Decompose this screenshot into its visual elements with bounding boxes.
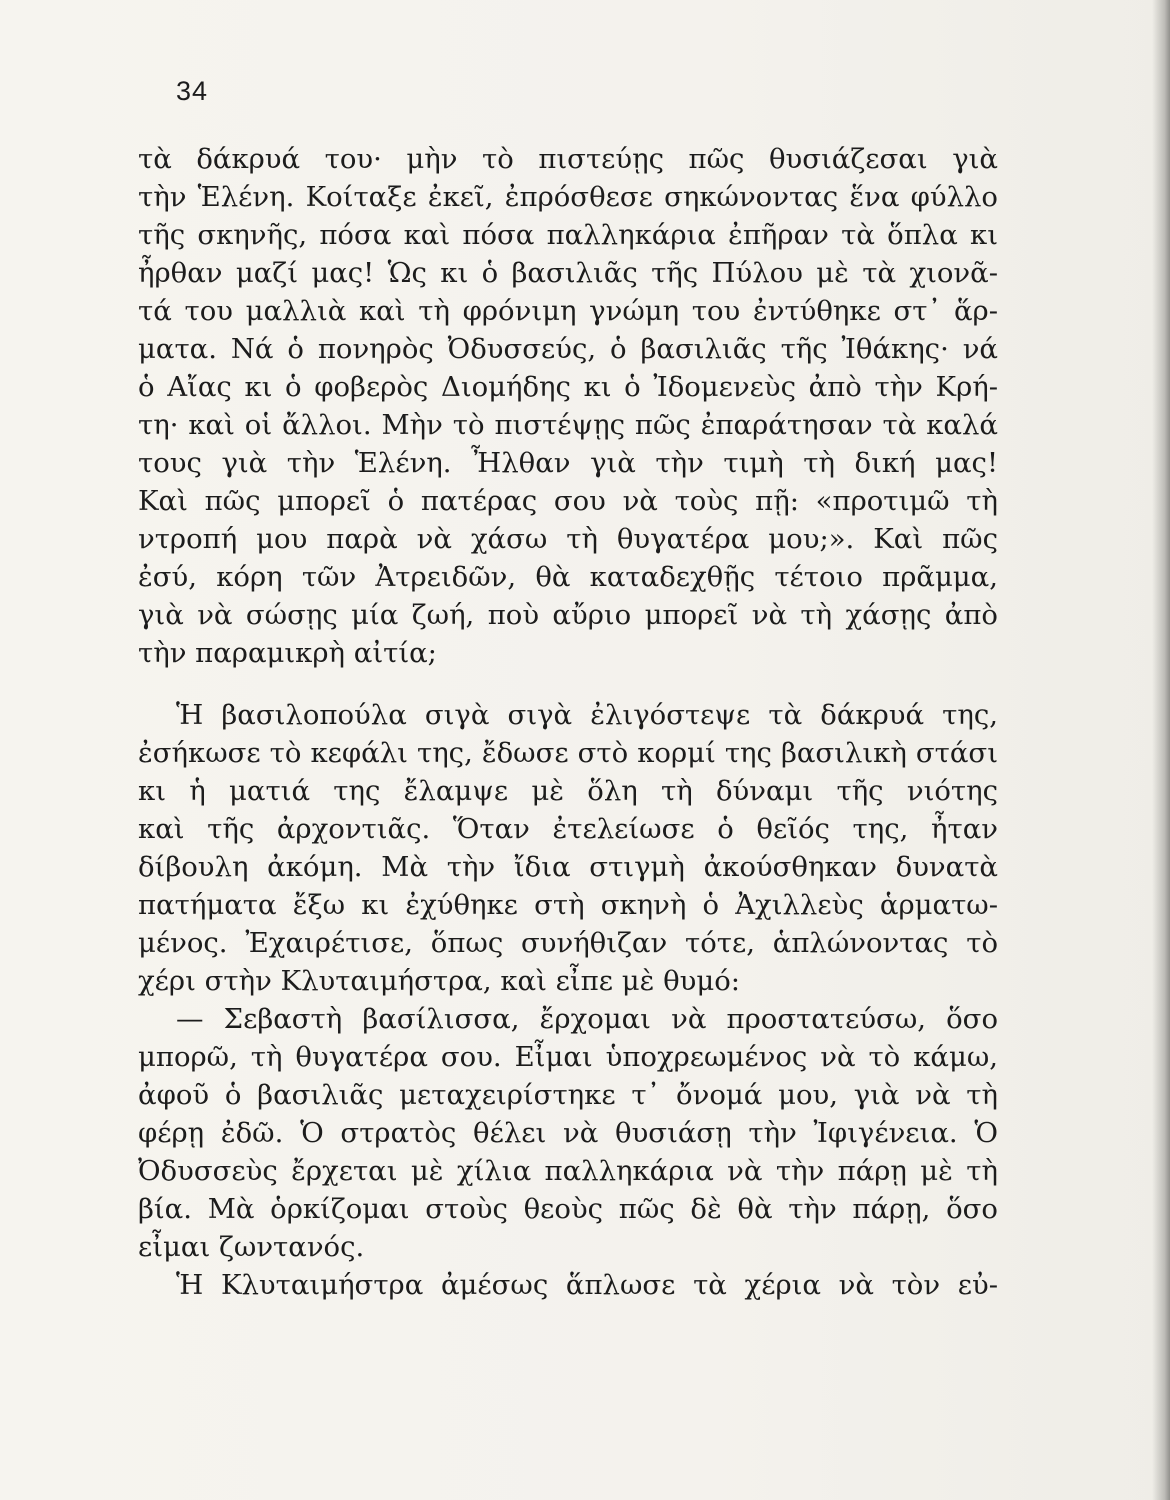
text-line: τὴν παραμικρὴ αἰτία; [138, 637, 437, 669]
text-line: Ἡ Κλυταιμήστρα ἀμέσως ἅπλωσε τὰ χέρια νὰ τὸν εὐ- [176, 1269, 998, 1301]
text-line: χέρι στὴν Κλυταιμήστρα, καὶ εἶπε μὲ θυμό: [138, 965, 741, 997]
paragraph [138, 696, 998, 1000]
paragraph [138, 1000, 998, 1266]
text-line: βία. Μὰ ὁρκίζομαι στοὺς θεοὺς πῶς δὲ θὰ τὴν πάρῃ, ὅσο [138, 1193, 998, 1225]
text-line: ντροπή μου παρὰ νὰ χάσω τὴ θυγατέρα μου;». Καὶ πῶς [138, 523, 998, 555]
text-line: μένος. Ἐχαιρέτισε, ὅπως συνήθιζαν τότε, ἁπλώνοντας τὸ [138, 927, 998, 959]
text-line: τά του μαλλιὰ καὶ τὴ φρόνιμη γνώμη του ἐντύθηκε στ᾽ ἅρ- [138, 295, 998, 327]
page-body [138, 140, 998, 1304]
text-line: Ὀδυσσεὺς ἔρχεται μὲ χίλια παλληκάρια νὰ τὴν πάρῃ μὲ τὴ [138, 1155, 998, 1187]
text-line: τη· καὶ οἱ ἄλλοι. Μὴν τὸ πιστέψῃς πῶς ἐπαράτησαν τὰ καλά [138, 409, 998, 441]
paragraph [138, 1266, 998, 1304]
text-line: τῆς σκηνῆς, πόσα καὶ πόσα παλληκάρια ἐπῆραν τὰ ὅπλα κι [138, 219, 998, 251]
text-line: τους γιὰ τὴν Ἑλένη. Ἦλθαν γιὰ τὴν τιμὴ τὴ δική μας! [138, 447, 998, 479]
page-edge-shadow [1152, 0, 1170, 1500]
text-line: κι ἡ ματιά της ἔλαμψε μὲ ὅλη τὴ δύναμι τῆς νιότης [138, 775, 998, 807]
text-line: ὁ Αἴας κι ὁ φοβερὸς Διομήδης κι ὁ Ἰδομενεὺς ἀπὸ τὴν Κρή- [138, 371, 998, 403]
text-line: καὶ τῆς ἀρχοντιᾶς. Ὅταν ἐτελείωσε ὁ θεῖός της, ἦταν [138, 813, 998, 845]
text-line: ἀφοῦ ὁ βασιλιᾶς μεταχειρίστηκε τ᾽ ὄνομά μου, γιὰ νὰ τὴ [138, 1079, 998, 1111]
text-line: τὴν Ἑλένη. Κοίταξε ἐκεῖ, ἐπρόσθεσε σηκώνοντας ἕνα φύλλο [138, 181, 998, 213]
text-line: ἐσύ, κόρη τῶν Ἀτρειδῶν, θὰ καταδεχθῇς τέτοιο πρᾶμμα, [138, 561, 998, 593]
text-line: Καὶ πῶς μπορεῖ ὁ πατέρας σου νὰ τοὺς πῇ: «προτιμῶ τὴ [138, 485, 998, 517]
paragraph [138, 140, 998, 672]
paragraph-gap [138, 672, 998, 696]
text-line: δίβουλη ἀκόμη. Μὰ τὴν ἴδια στιγμὴ ἀκούσθηκαν δυνατὰ [138, 851, 998, 883]
text-line: ματα. Νά ὁ πονηρὸς Ὀδυσσεύς, ὁ βασιλιᾶς τῆς Ἰθάκης· νά [138, 333, 998, 365]
page-number: 34 [176, 76, 209, 106]
text-line: φέρῃ ἐδῶ. Ὁ στρατὸς θέλει νὰ θυσιάσῃ τὴν Ἰφιγένεια. Ὁ [138, 1117, 998, 1149]
text-line: πατήματα ἔξω κι ἐχύθηκε στὴ σκηνὴ ὁ Ἀχιλλεὺς ἁρματω- [138, 889, 998, 921]
text-line: τὰ δάκρυά του· μὴν τὸ πιστεύῃς πῶς θυσιάζεσαι γιὰ [138, 143, 998, 175]
text-line: γιὰ νὰ σώσῃς μία ζωή, ποὺ αὔριο μπορεῖ νὰ τὴ χάσῃς ἀπὸ [138, 599, 998, 631]
text-line: ἦρθαν μαζί μας! Ὡς κι ὁ βασιλιᾶς τῆς Πύλου μὲ τὰ χιονᾶ- [138, 257, 998, 289]
text-line: — Σεβαστὴ βασίλισσα, ἔρχομαι νὰ προστατεύσω, ὅσο [176, 1003, 998, 1035]
text-line: εἶμαι ζωντανός. [138, 1231, 365, 1263]
text-line: Ἡ βασιλοπούλα σιγὰ σιγὰ ἐλιγόστεψε τὰ δάκρυά της, [176, 699, 998, 731]
text-line: μπορῶ, τὴ θυγατέρα σου. Εἶμαι ὑποχρεωμένος νὰ τὸ κάμω, [138, 1041, 998, 1073]
text-line: ἐσήκωσε τὸ κεφάλι της, ἔδωσε στὸ κορμί της βασιλικὴ στάσι [138, 737, 998, 769]
